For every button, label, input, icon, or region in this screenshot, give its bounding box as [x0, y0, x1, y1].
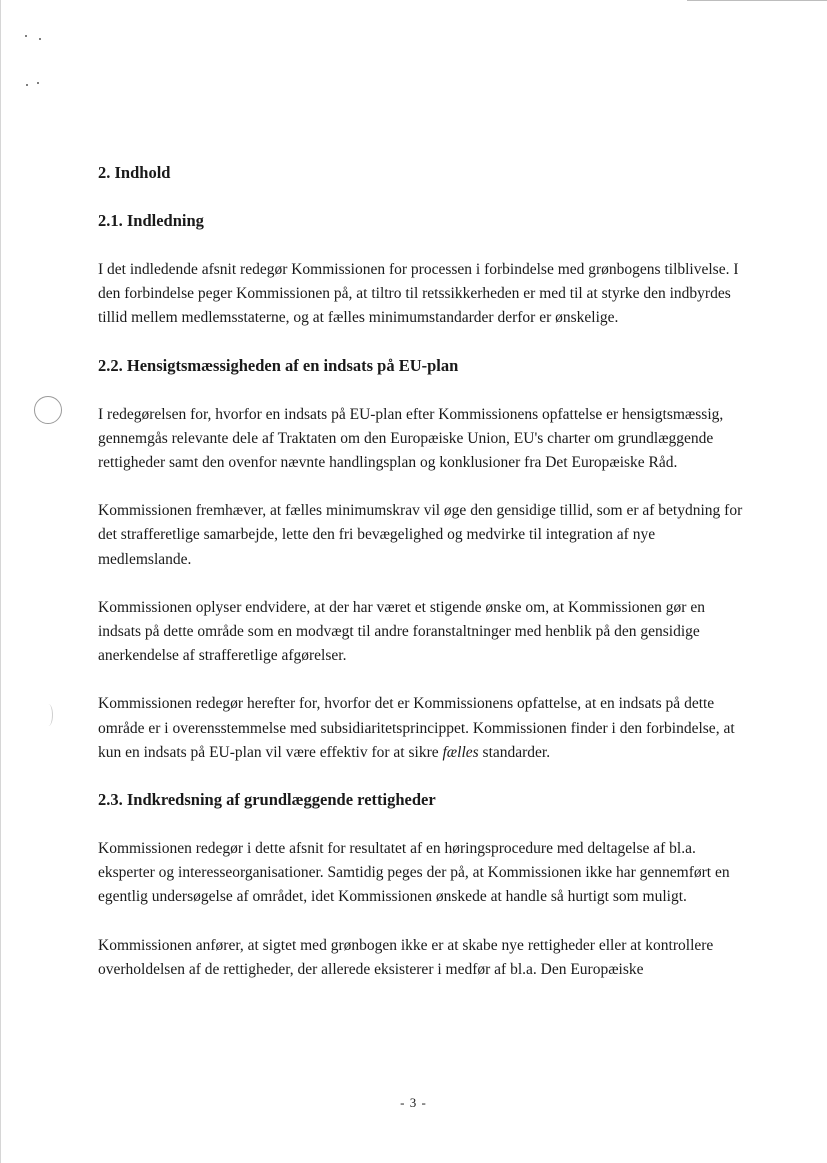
paragraph: Kommissionen fremhæver, at fælles minimumskrav vil øge den gensidige tillid, som er af betydning for det strafferetlige samarbejde, lette den fri bevægelighed og medvirke til integration af nye medlemslande. — [98, 502, 743, 568]
paragraph: Kommissionen anfører, at sigtet med grønbogen ikke er at skabe nye rettigheder eller at kontrollere overholdelsen af de rettigheder, der allerede eksisterer i medfør af bl.a. Den Europæiske — [98, 936, 714, 978]
punch-hole-mark — [34, 396, 62, 424]
page-number: - 3 - — [400, 1095, 427, 1110]
scan-speck — [26, 84, 28, 86]
paragraph: Kommissionen redegør i dette afsnit for resultatet af en høringsprocedure med deltagelse af bl.a. eksperter og interesseorganisationer. Samtidig peges der på, at Kommissionen ikke har gennemført en egentlig undersøgelse af området, idet Kommissionen ønskede at handle så hurtigt som muligt. — [98, 840, 730, 906]
scan-speck — [25, 35, 27, 37]
section-heading-2-1: 2.1. Indledning — [98, 211, 204, 230]
paragraph-text: Kommissionen redegør herefter for, hvorfor det er Kommissionens opfattelse, at en indsats på dette område er i overensstemmelse med subsidiaritetsprincippet. Kommissionen finder i den forbindelse, at kun en indsats på EU-plan vil være effektiv for at sikre — [98, 695, 735, 761]
paragraph — [98, 692, 748, 765]
scan-artifact-line — [687, 0, 827, 1]
paragraph: I redegørelsen for, hvorfor en indsats på EU-plan efter Kommissionens opfattelse er hensigtsmæssig, gennemgås relevante dele af Traktaten om den Europæiske Union, EU's charter om grundlæggende rettigheder samt den ovenfor nævnte handlingsplan og konklusioner fra Det Europæiske Råd. — [98, 405, 724, 472]
scan-artifact-edge — [0, 0, 1, 1163]
scan-speck — [39, 38, 41, 40]
scan-speck — [37, 82, 39, 84]
italic-word: fælles — [442, 743, 479, 761]
punch-hole-mark — [44, 704, 53, 726]
section-heading-indhold: 2. Indhold — [98, 163, 171, 182]
paragraph: Kommissionen oplyser endvidere, at der har været et stigende ønske om, at Kommissionen gør en indsats på dette område som en modvægt til andre foranstaltninger med henblik på den gensidige anerkendelse af strafferetlige afgørelser. — [98, 598, 705, 665]
paragraph: I det indledende afsnit redegør Kommissionen for processen i forbindelse med grønbogens tilblivelse. I den forbindelse peger Kommissionen på, at tiltro til retssikkerheden er med til at styrke den indbyrdes tillid mellem medlemsstaterne, og at fælles minimumstandarder derfor er ønskelige. — [98, 261, 739, 327]
paragraph-text: standarder. — [478, 743, 551, 761]
section-heading-2-3: 2.3. Indkredsning af grundlæggende rettigheder — [98, 790, 436, 810]
document-body — [98, 162, 748, 1006]
section-heading-2-2: 2.2. Hensigtsmæssigheden af en indsats på EU-plan — [98, 355, 459, 375]
